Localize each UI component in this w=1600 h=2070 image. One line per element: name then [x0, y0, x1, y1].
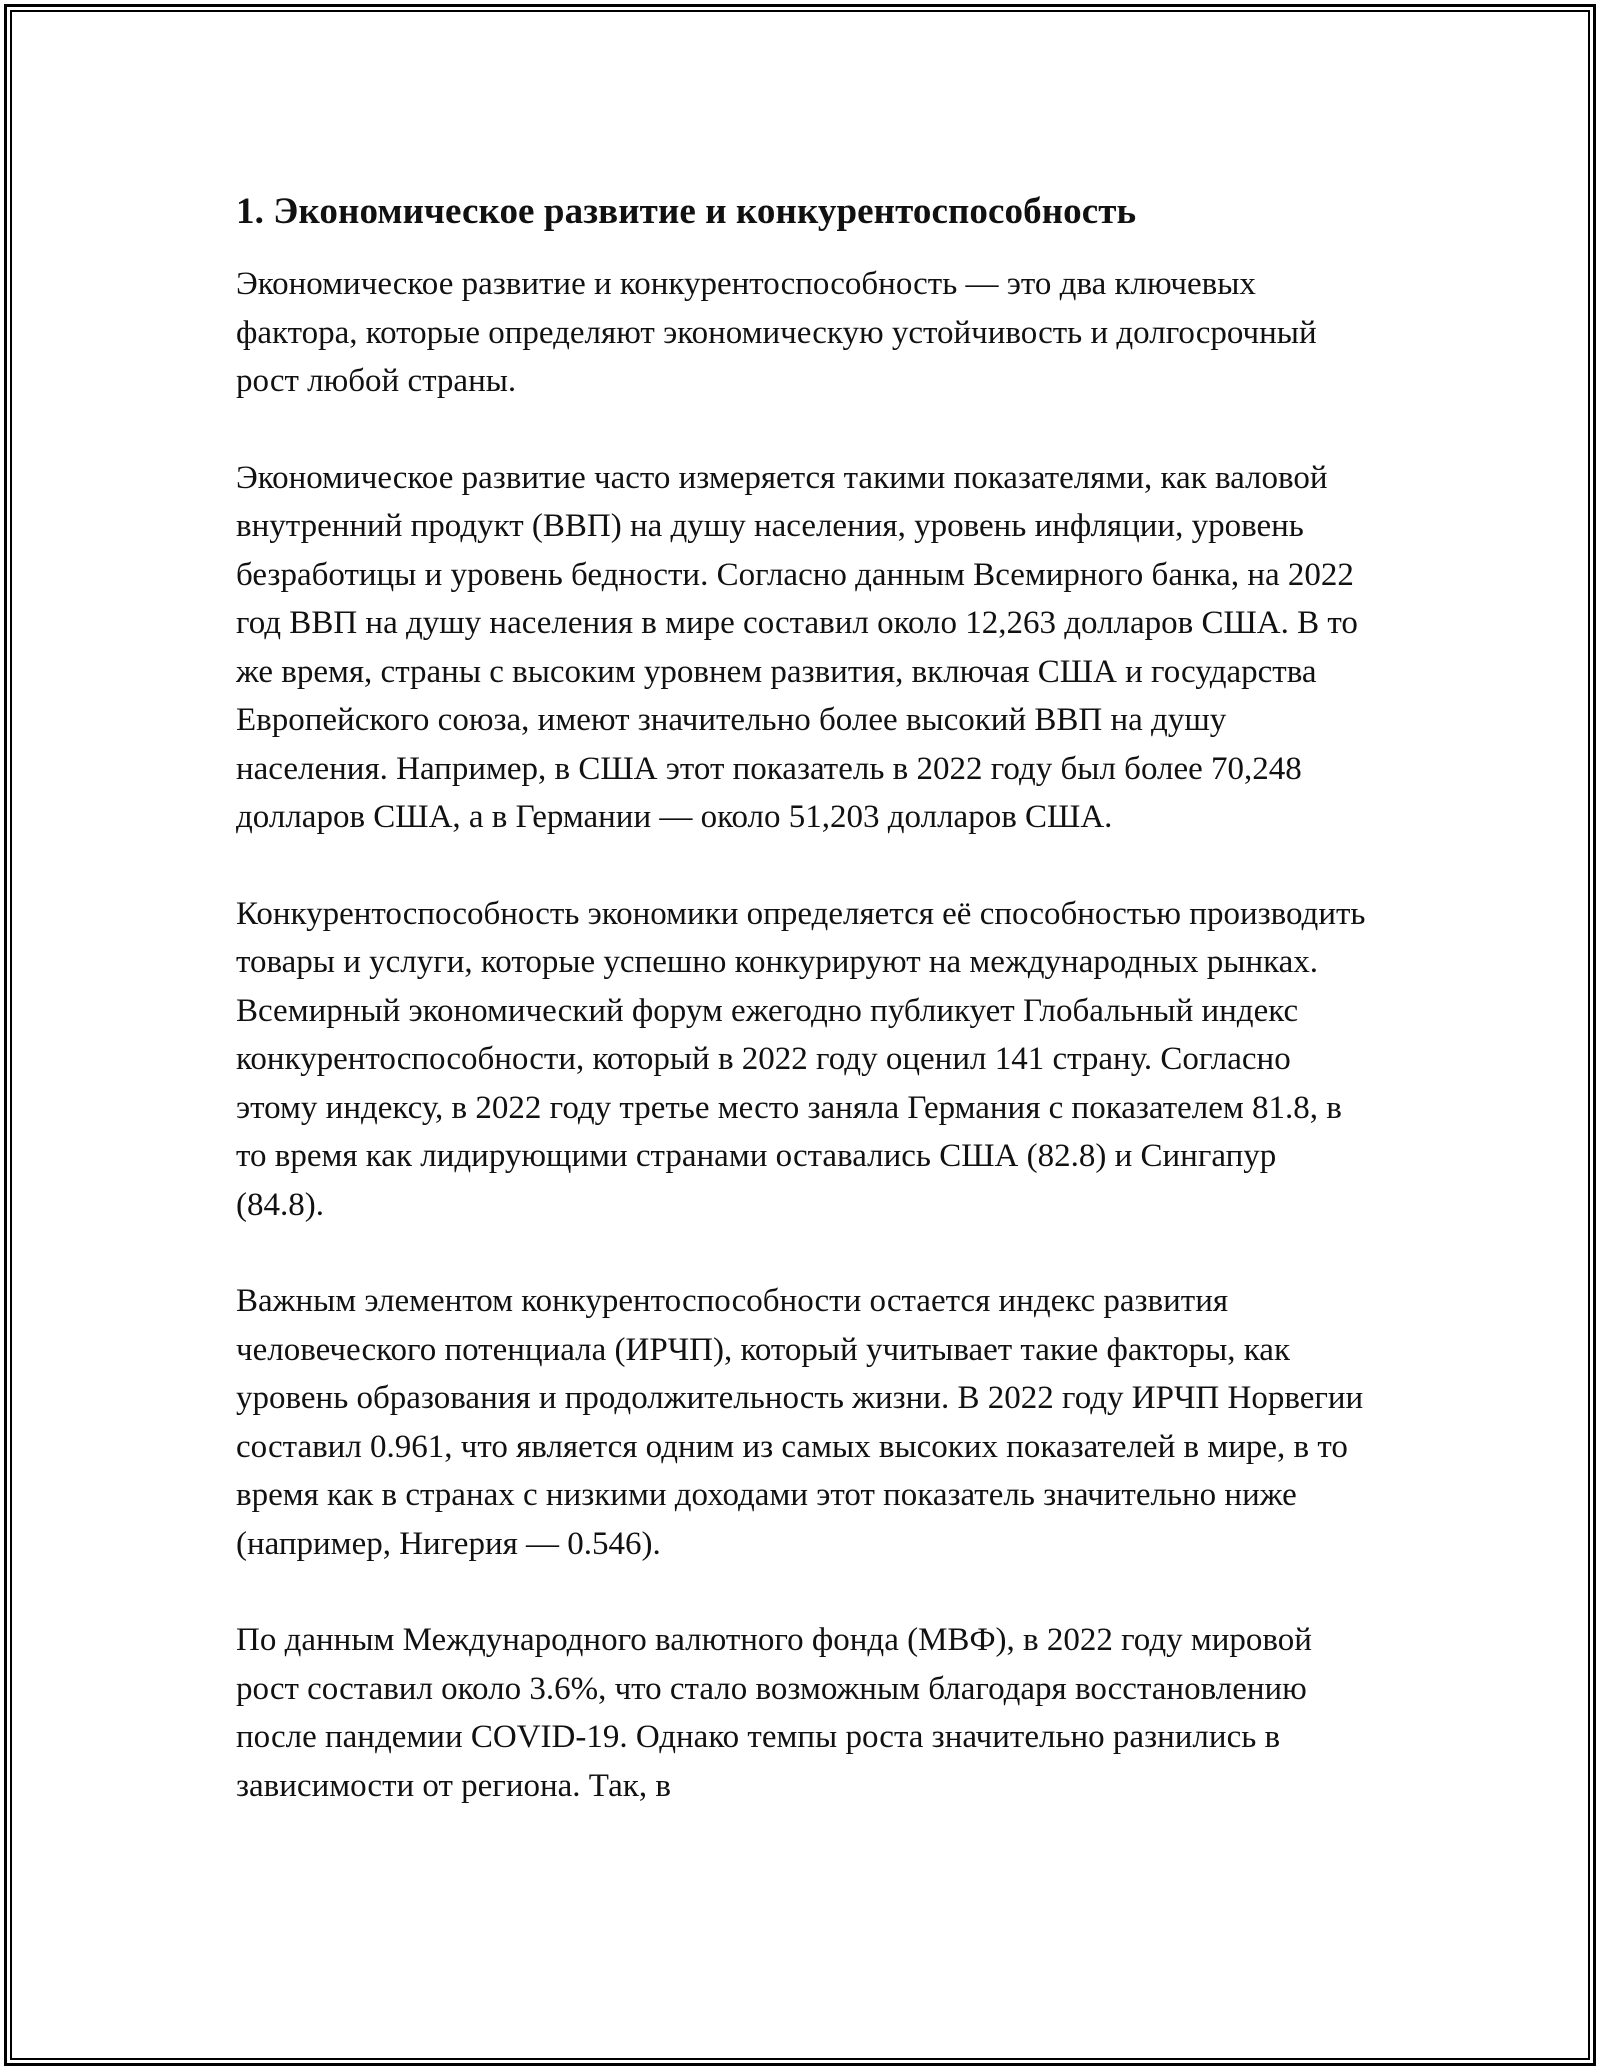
- document-body: [236, 186, 1366, 1858]
- paragraph-economic-development: Экономическое развитие часто измеряется такими показателями, как валовой внутренний продукт (ВВП) на душу населения, уровень инфляции, уровень безработицы и уровень бедности. Согласно данным Всемирного банка, на 2022 год ВВП на душу населения в мире составил около 12,263 долларов США. В то же время, страны с высоким уровнем развития, включая США и государства Европейского союза, имеют значительно более высокий ВВП на душу населения. Например, в США этот показатель в 2022 году был более 70,248 долларов США, а в Германии — около 51,203 долларов США.: [236, 459, 1358, 835]
- paragraph-intro: Экономическое развитие и конкурентоспособность — это два ключевых фактора, которые определяют экономическую устойчивость и долгосрочный рост любой страны.: [236, 266, 1317, 399]
- section-heading: 1. Экономическое развитие и конкурентоспособность: [236, 191, 1137, 232]
- paragraph-competitiveness: Конкурентоспособность экономики определяется её способностью производить товары и услуги, которые успешно конкурируют на международных рынках. Всемирный экономический форум ежегодно публикует Глобальный индекс конкурентоспособности, который в 2022 году оценил 141 страну. Согласно этому индексу, в 2022 году третье место заняла Германия с показателем 81.8, в то время как лидирующими странами оставались США (82.8) и Сингапур (84.8).: [236, 895, 1366, 1223]
- paragraph-imf-growth: По данным Международного валютного фонда (МВФ), в 2022 году мировой рост составил около 3.6%, что стало возможным благодаря восстановлению после пандемии COVID-19. Однако темпы роста значительно разнились в зависимости от региона. Так, в: [236, 1622, 1312, 1804]
- paragraph-human-development-index: Важным элементом конкурентоспособности остается индекс развития человеческого потенциала (ИРЧП), который учитывает такие факторы, как уровень образования и продолжительность жизни. В 2022 году ИРЧП Норвегии составил 0.961, что является одним из самых высоких показателей в мире, в то время как в странах с низкими доходами этот показатель значительно ниже (например, Нигерия — 0.546).: [236, 1283, 1364, 1562]
